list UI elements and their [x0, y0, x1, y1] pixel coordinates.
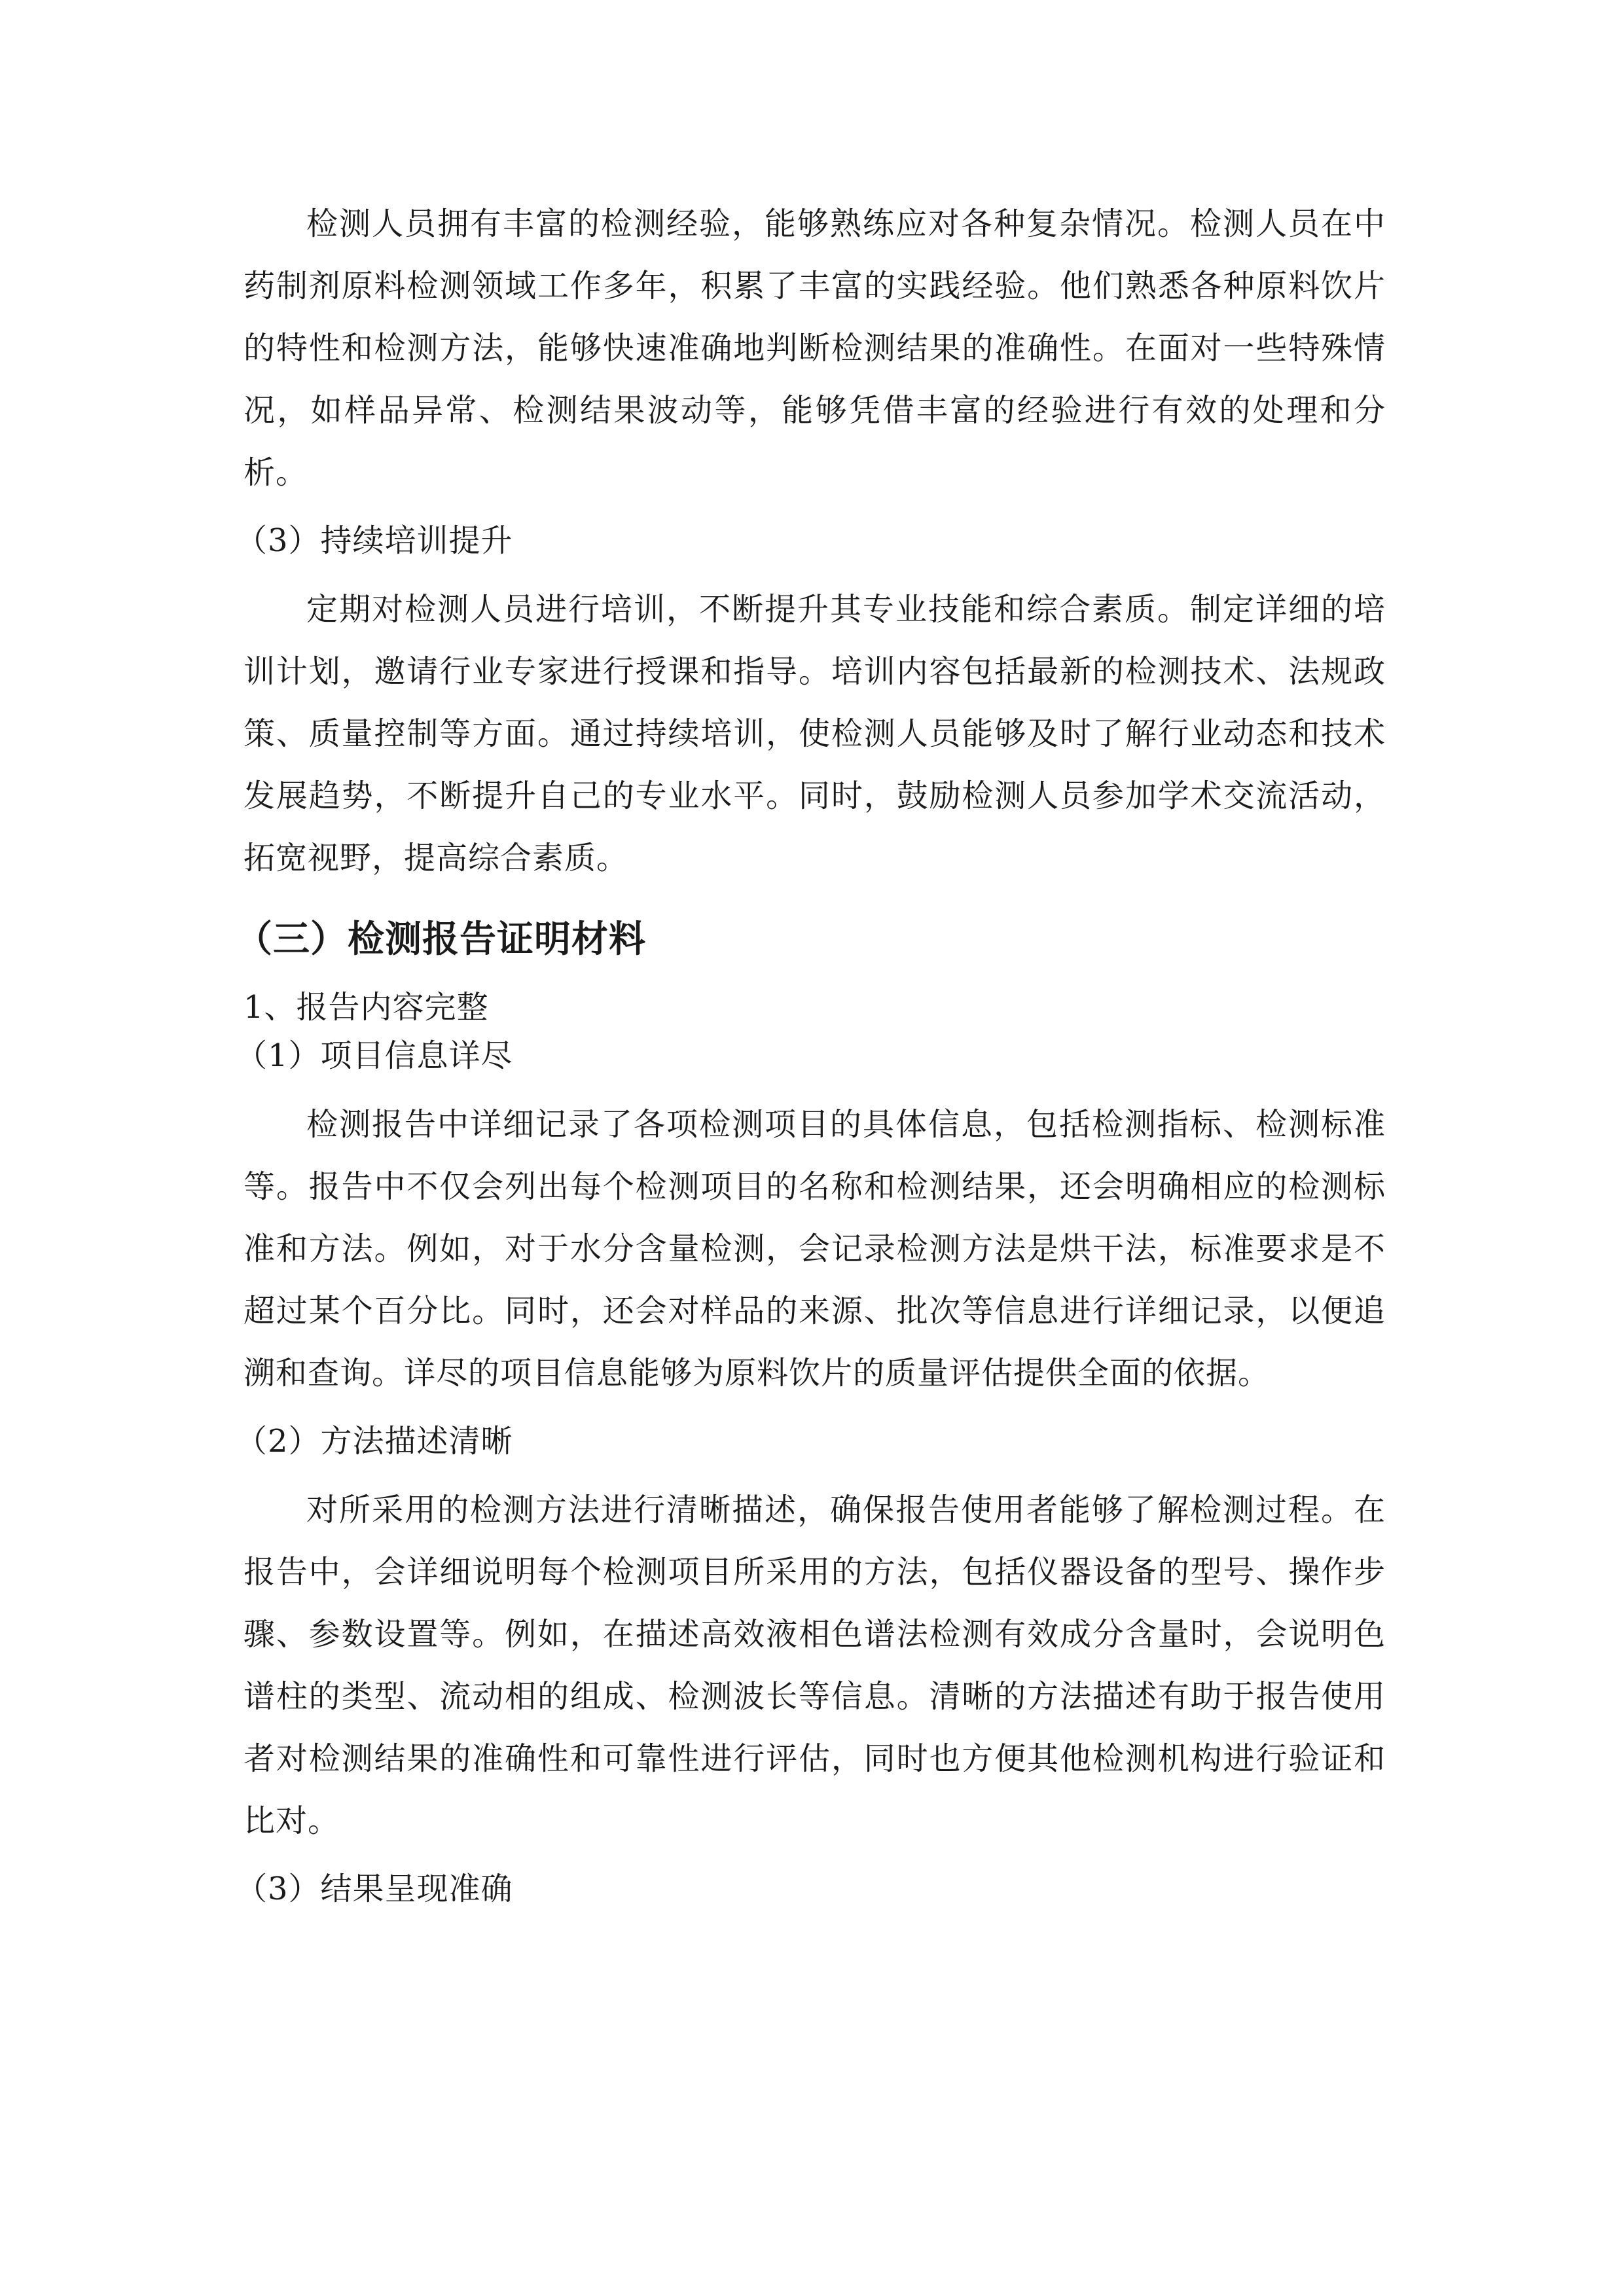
paragraph-project-info: 检测报告中详细记录了各项检测项目的具体信息，包括检测指标、检测标准等。报告中不仅会列出每个检测项目的名称和检测结果，还会明确相应的检测标准和方法。例如，对于水分含量检测，会记录检测方法是烘干法，标准要求是不超过某个百分比。同时，还会对样品的来源、批次等信息进行详细记录，以便追溯和查询。详尽的项目信息能够为原料饮片的质量评估提供全面的依据。 [244, 1106, 1386, 1391]
subheading-continuous-training: （3）持续培训提升 [236, 522, 513, 559]
paragraph-method-description: 对所采用的检测方法进行清晰描述，确保报告使用者能够了解检测过程。在报告中，会详细说明每个检测项目所采用的方法，包括仪器设备的型号、操作步骤、参数设置等。例如，在描述高效液相色谱法检测有效成分含量时，会说明色谱柱的类型、流动相的组成、检测波长等信息。清晰的方法描述有助于报告使用者对检测结果的准确性和可靠性进行评估，同时也方便其他检测机构进行验证和比对。 [244, 1492, 1386, 1839]
section-heading-test-report: （三）检测报告证明材料 [236, 918, 646, 961]
document-body [236, 193, 1386, 1927]
subheading-method-description: （2）方法描述清晰 [236, 1423, 513, 1460]
subheading-result-presentation: （3）结果呈现准确 [236, 1871, 513, 1907]
paragraph-training: 定期对检测人员进行培训，不断提升其专业技能和综合素质。制定详细的培训计划，邀请行业专家进行授课和指导。培训内容包括最新的检测技术、法规政策、质量控制等方面。通过持续培训，使检测人员能够及时了解行业动态和技术发展趋势，不断提升自己的专业水平。同时，鼓励检测人员参加学术交流活动，拓宽视野，提高综合素质。 [244, 591, 1386, 876]
item-report-complete: 1、报告内容完整 [244, 989, 489, 1026]
paragraph-inspector-experience: 检测人员拥有丰富的检测经验，能够熟练应对各种复杂情况。检测人员在中药制剂原料检测领域工作多年，积累了丰富的实践经验。他们熟悉各种原料饮片的特性和检测方法，能够快速准确地判断检测结果的准确性。在面对一些特殊情况，如样品异常、检测结果波动等，能够凭借丰富的经验进行有效的处理和分析。 [244, 206, 1386, 491]
subheading-project-info: （1）项目信息详尽 [236, 1037, 513, 1074]
